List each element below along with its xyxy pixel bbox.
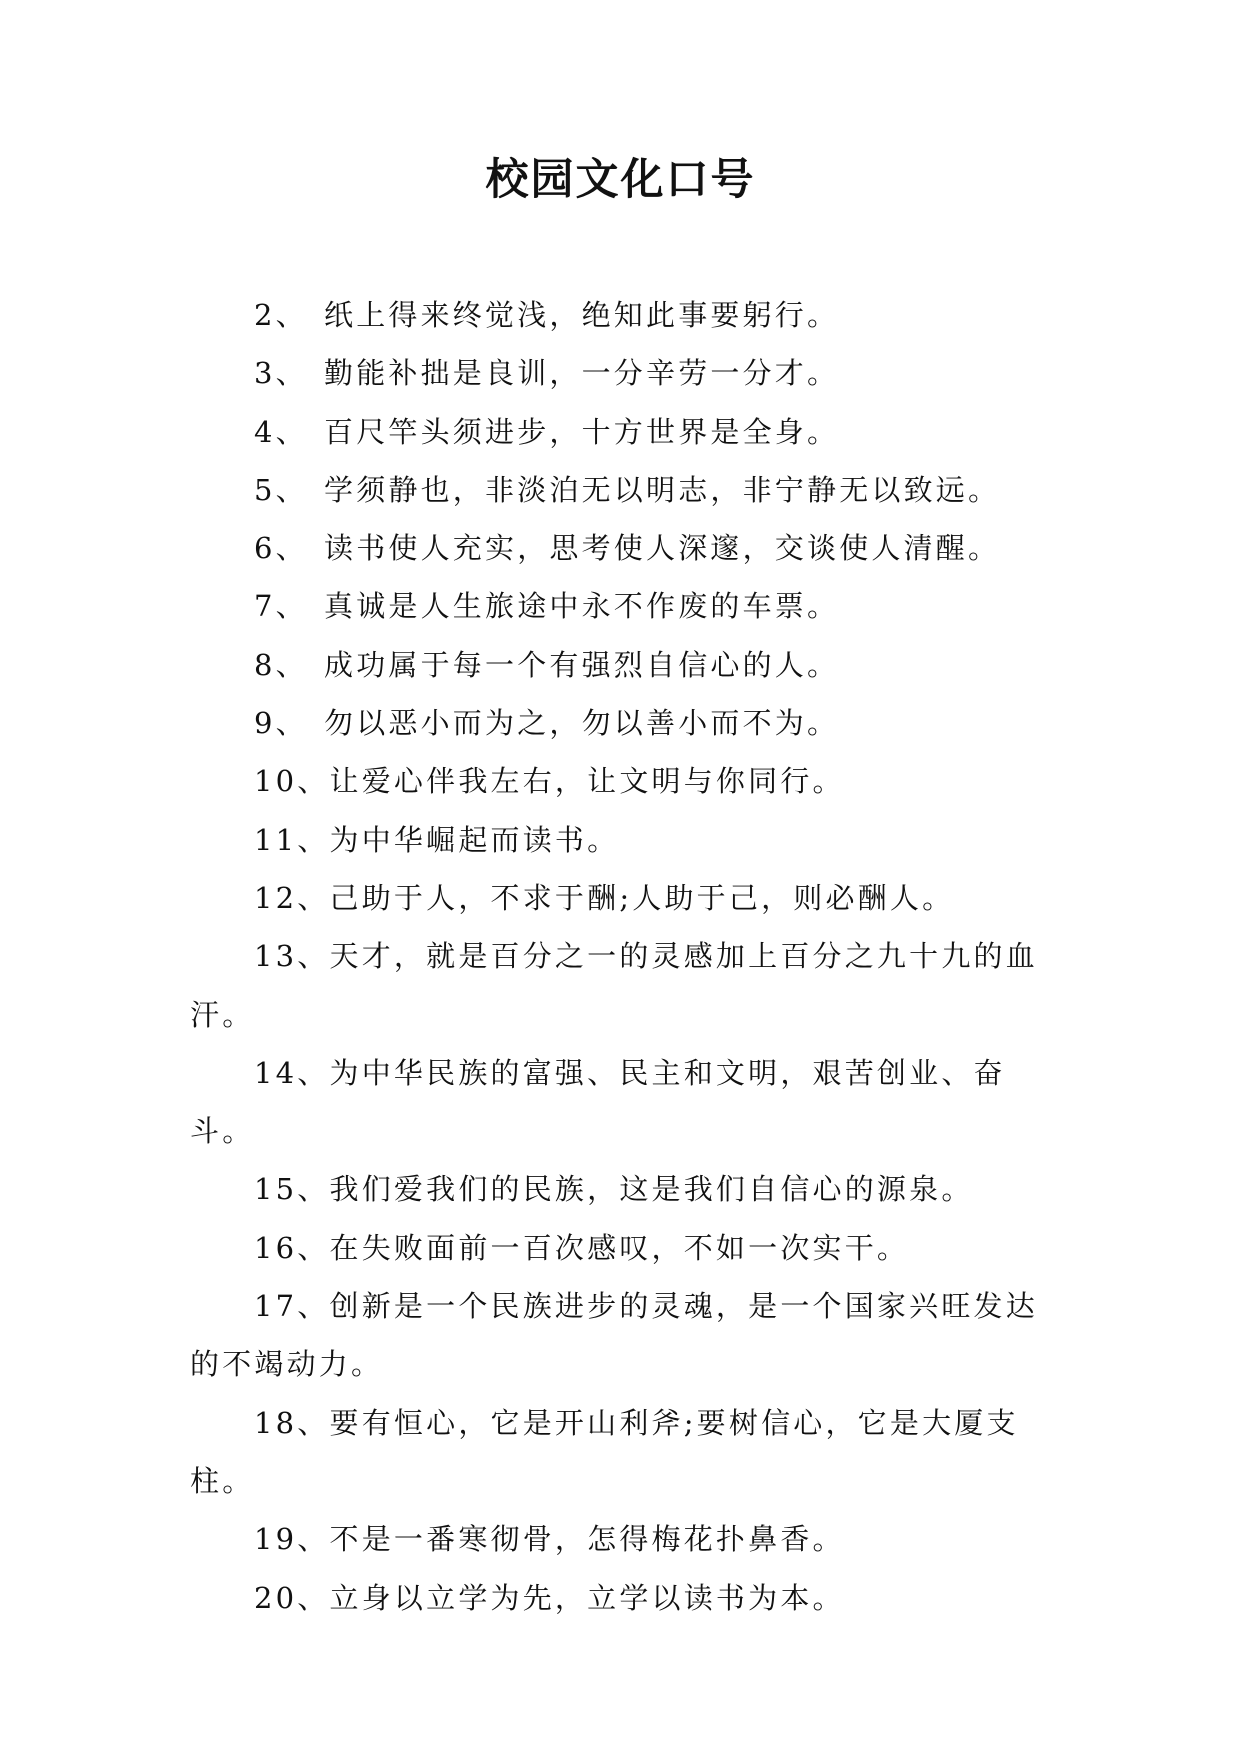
item-text: 真诚是人生旅途中永不作废的车票。 bbox=[324, 589, 840, 624]
item-text: 为中华民族的富强、民主和文明，艰苦创业、奋斗。 bbox=[190, 1055, 1006, 1149]
list-item bbox=[190, 403, 1060, 461]
list-item bbox=[190, 1569, 1060, 1627]
item-text: 立身以立学为先，立学以读书为本。 bbox=[329, 1580, 845, 1615]
list-item bbox=[190, 1510, 1060, 1568]
list-item bbox=[190, 869, 1060, 927]
item-number: 17、 bbox=[254, 1289, 330, 1324]
item-number: 16、 bbox=[254, 1230, 330, 1265]
item-text: 百尺竿头须进步，十方世界是全身。 bbox=[324, 414, 840, 449]
list-item bbox=[190, 1219, 1060, 1277]
item-number: 3、 bbox=[254, 356, 308, 391]
item-number: 19、 bbox=[254, 1522, 330, 1557]
item-text: 成功属于每一个有强烈自信心的人。 bbox=[324, 647, 840, 682]
list-item bbox=[190, 286, 1060, 344]
item-number: 5、 bbox=[254, 472, 308, 507]
item-number: 20、 bbox=[254, 1580, 330, 1615]
list-item bbox=[190, 1160, 1060, 1218]
item-text: 为中华崛起而读书。 bbox=[329, 822, 620, 857]
item-text: 要有恒心，它是开山利斧;要树信心，它是大厦支柱。 bbox=[190, 1405, 1019, 1498]
item-number: 14、 bbox=[254, 1055, 330, 1090]
item-number: 13、 bbox=[254, 939, 330, 974]
list-item bbox=[190, 1044, 1060, 1161]
list-item bbox=[190, 694, 1060, 752]
item-number: 7、 bbox=[254, 589, 308, 624]
list-item bbox=[190, 344, 1060, 402]
item-text: 我们爱我们的民族，这是我们自信心的源泉。 bbox=[329, 1172, 974, 1207]
item-text: 勤能补拙是良训，一分辛劳一分才。 bbox=[324, 356, 840, 391]
item-number: 11、 bbox=[254, 822, 330, 857]
list-item bbox=[190, 636, 1060, 694]
item-number: 2、 bbox=[254, 298, 308, 332]
list-item bbox=[190, 927, 1060, 1044]
list-item bbox=[190, 752, 1060, 810]
item-number: 9、 bbox=[254, 706, 308, 741]
item-text: 己助于人，不求于酬;人助于己，则必酬人。 bbox=[329, 880, 955, 915]
item-text: 纸上得来终觉浅，绝知此事要躬行。 bbox=[324, 298, 840, 332]
item-text: 在失败面前一百次感叹，不如一次实干。 bbox=[329, 1230, 910, 1265]
item-text: 学须静也，非淡泊无以明志，非宁静无以致远。 bbox=[324, 472, 1001, 507]
list-item bbox=[190, 1277, 1060, 1394]
item-text: 让爱心伴我左右，让文明与你同行。 bbox=[329, 764, 845, 799]
item-number: 6、 bbox=[254, 531, 308, 566]
list-item bbox=[190, 461, 1060, 519]
item-number: 8、 bbox=[254, 647, 308, 682]
list-item bbox=[190, 577, 1060, 635]
item-text: 创新是一个民族进步的灵魂，是一个国家兴旺发达的不竭动力。 bbox=[190, 1289, 1038, 1382]
item-number: 15、 bbox=[254, 1172, 330, 1207]
item-number: 4、 bbox=[254, 414, 308, 449]
item-text: 天才，就是百分之一的灵感加上百分之九十九的血汗。 bbox=[190, 939, 1038, 1032]
item-number: 10、 bbox=[254, 764, 330, 799]
page-title: 校园文化口号 bbox=[485, 155, 756, 205]
item-text: 勿以恶小而为之，勿以善小而不为。 bbox=[324, 706, 840, 741]
item-number: 18、 bbox=[254, 1405, 330, 1440]
item-text: 读书使人充实，思考使人深邃，交谈使人清醒。 bbox=[324, 531, 1001, 566]
item-text: 不是一番寒彻骨，怎得梅花扑鼻香。 bbox=[329, 1522, 845, 1557]
item-number: 12、 bbox=[254, 880, 330, 915]
list-item bbox=[190, 519, 1060, 577]
list-item bbox=[190, 1394, 1060, 1511]
slogan-list bbox=[190, 286, 1060, 1627]
list-item bbox=[190, 811, 1060, 869]
